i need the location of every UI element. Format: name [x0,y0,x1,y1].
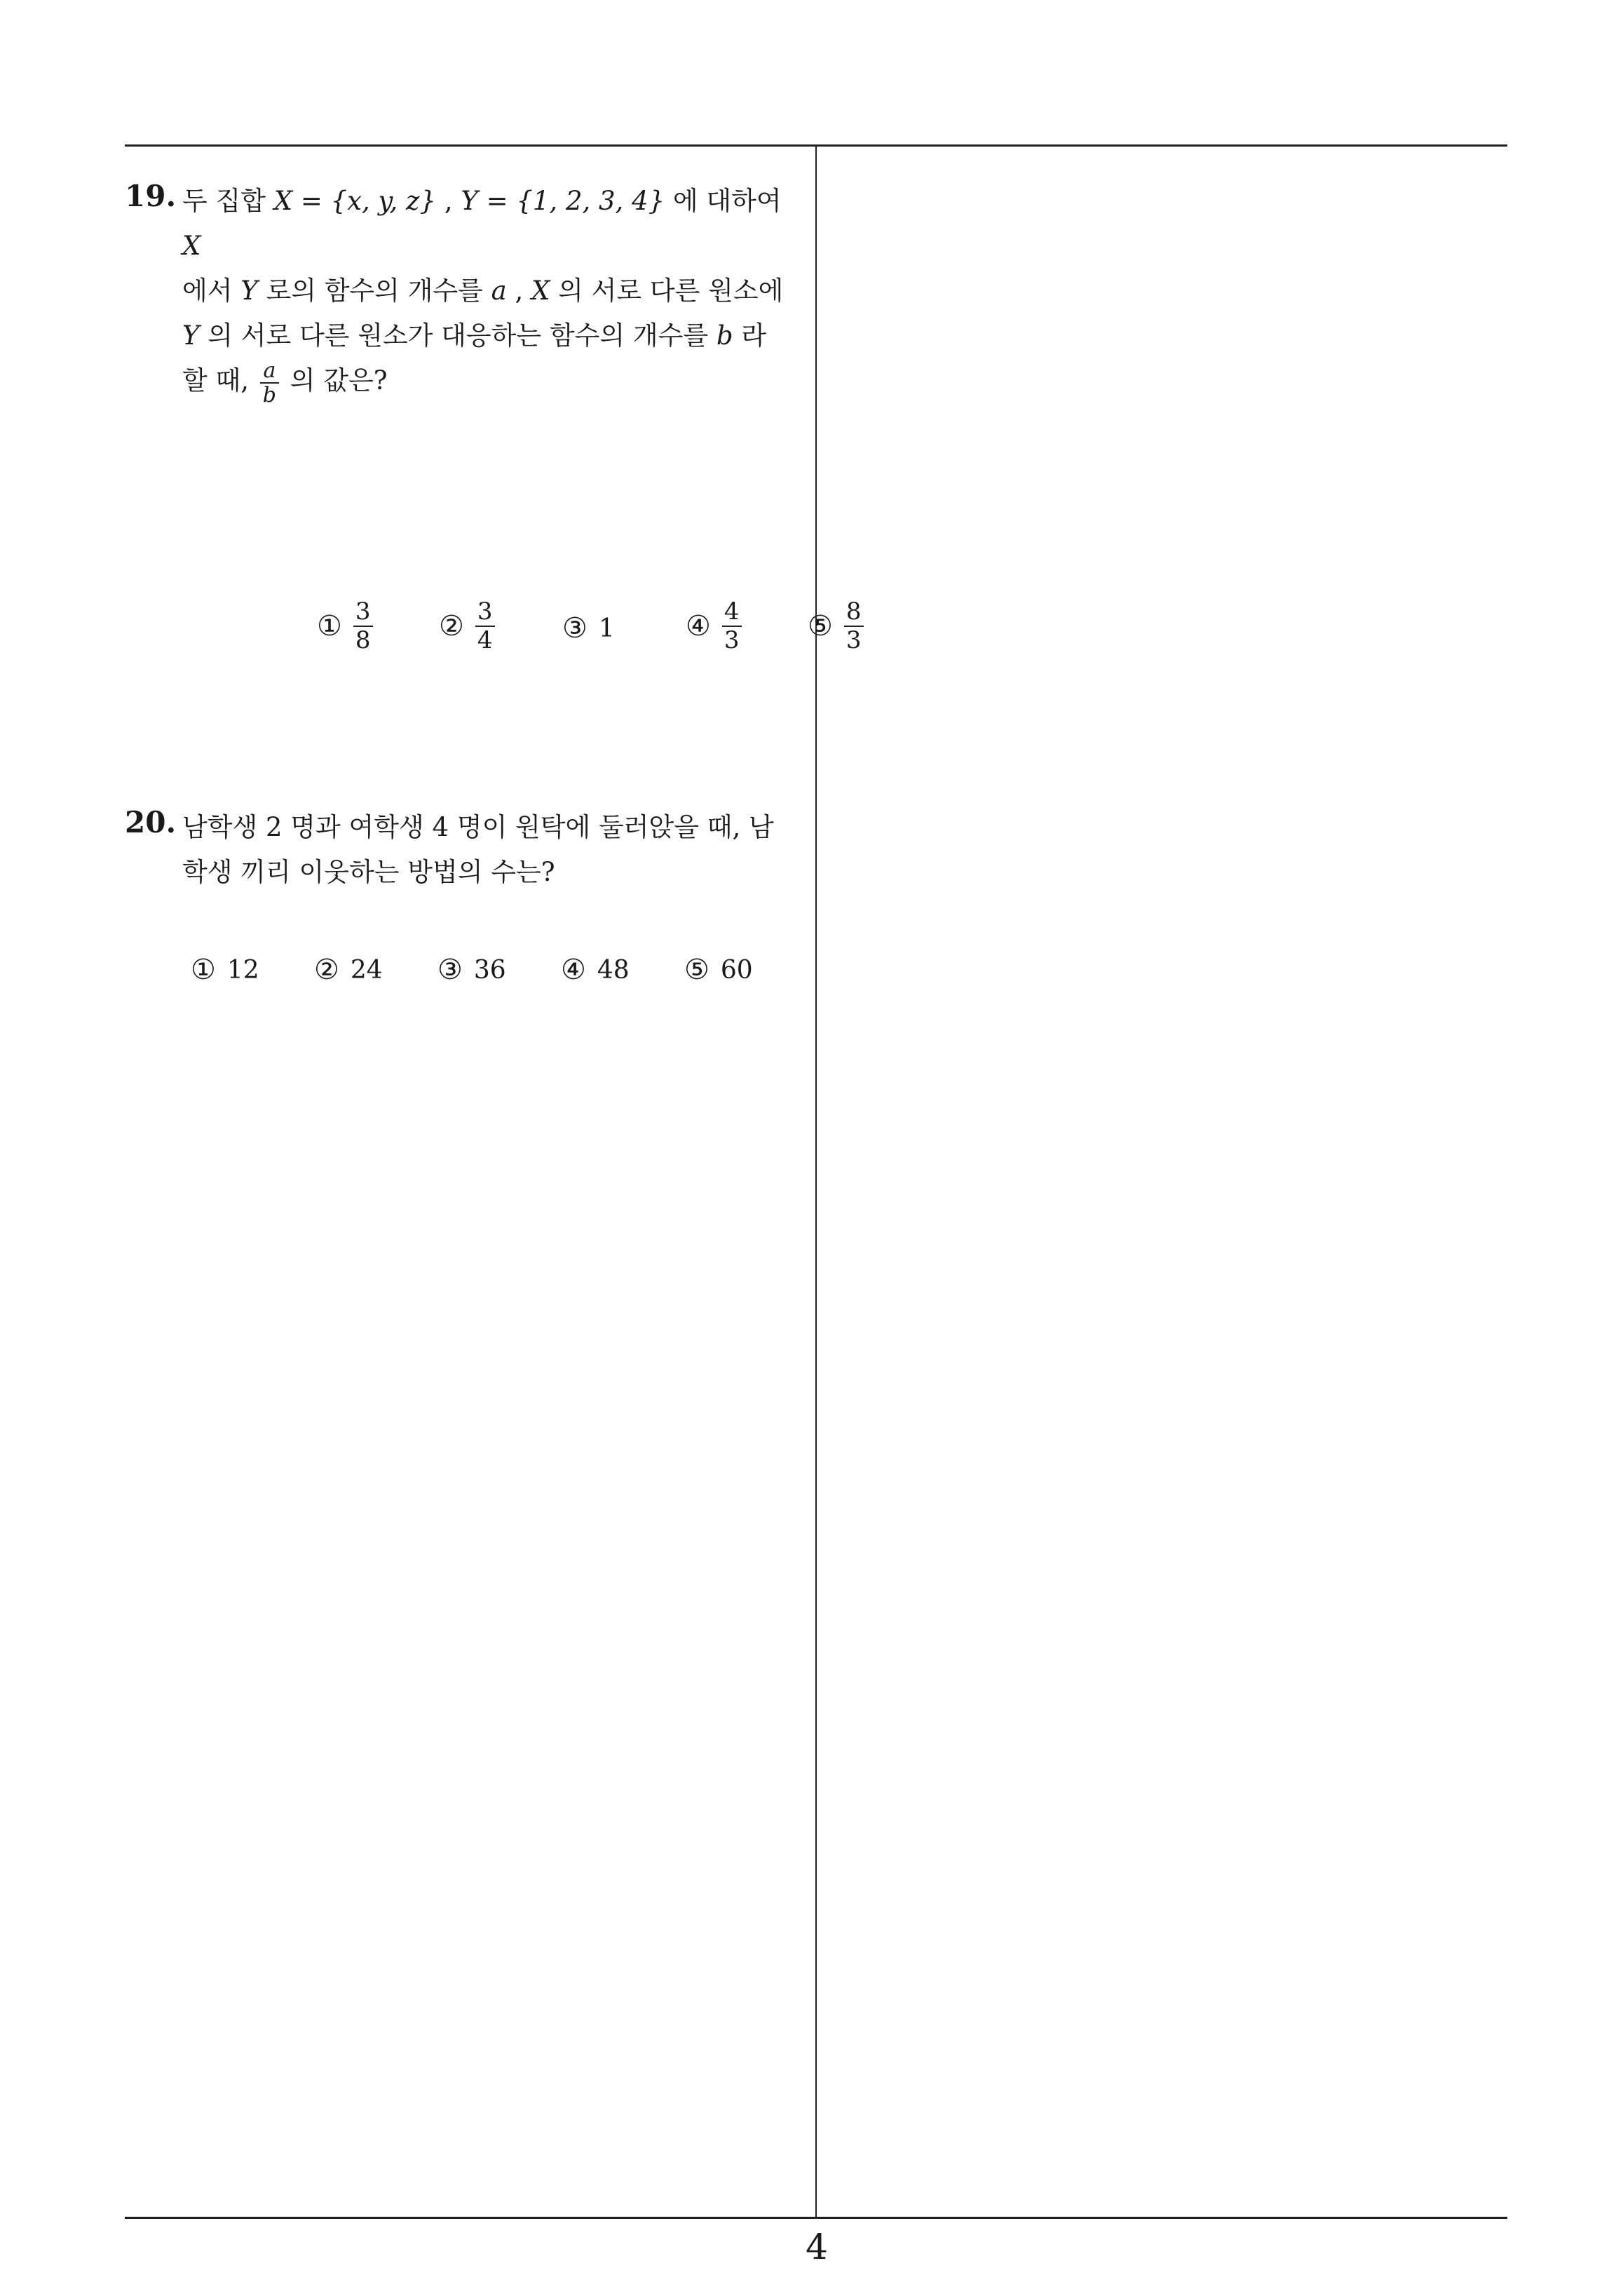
question-text [182,805,805,895]
choice-5[interactable] [808,598,864,654]
text-segment: 할 때, [182,365,257,396]
choice-value: 48 [597,955,630,985]
math-var: Y [182,320,200,351]
math-var: X [531,276,550,306]
question-line-3 [182,313,805,358]
choice-fraction [844,598,864,654]
fraction-denominator: 3 [722,626,742,654]
question-line-2 [182,269,805,313]
choice-value: 1 [598,614,615,643]
text-segment: 에서 [182,276,241,306]
question-text [182,179,805,407]
choice-value: 12 [226,955,259,985]
choice-3[interactable] [437,954,506,986]
math-var: Y [240,276,258,306]
choice-value: 24 [350,955,383,985]
question-20 [125,805,805,903]
choice-marker: ④ [686,610,711,643]
fraction-denominator: b [260,382,279,407]
text-segment: 의 값은? [282,365,388,396]
fraction-numerator: 3 [355,597,371,626]
fraction-numerator: 4 [724,597,740,626]
choice-marker: ⑤ [808,610,833,643]
choice-value: 36 [473,955,506,985]
math-set-x: X = {x, y, z} [273,186,437,216]
fraction-numerator: 3 [477,597,493,626]
choice-5[interactable] [684,954,753,986]
choice-marker: ② [439,610,464,643]
text-segment: 로의 함수의 개수를 [257,276,491,306]
page-number: 4 [806,2227,828,2267]
fraction-numerator: 8 [846,597,862,626]
choice-1[interactable] [317,598,373,654]
choice-marker: ④ [561,954,586,986]
text-segment: 의 서로 다른 원소가 대응하는 함수의 개수를 [199,320,717,351]
choice-marker: ③ [437,954,463,986]
choice-fraction [722,598,742,654]
choice-fraction [353,598,373,654]
choice-1[interactable] [191,954,259,986]
fraction-denominator: 3 [844,626,864,654]
text-segment: , [436,186,461,216]
bottom-rule [125,2217,1507,2219]
choice-marker: ② [314,954,339,986]
fraction-a-over-b [260,359,279,407]
choice-marker: ① [317,610,342,643]
question-line-4 [182,358,805,407]
choice-fraction [475,598,495,654]
question-line-1: 남학생 2 명과 여학생 4 명이 원탁에 둘러앉을 때, 남 [182,812,774,842]
choice-4[interactable] [686,598,742,654]
text-segment: 라 [733,320,767,351]
question-19 [125,179,862,655]
question-number: 20. [125,805,177,839]
question-line-2: 학생 끼리 이웃하는 방법의 수는? [182,857,555,887]
choice-marker: ③ [562,612,588,644]
text-segment: , [506,276,532,306]
fraction-numerator: a [263,358,276,383]
math-set-y: Y = {1, 2, 3, 4} [461,186,665,216]
choice-2[interactable] [439,598,495,654]
question-number: 19. [125,179,177,213]
text-segment: 두 집합 [182,186,274,216]
text-segment: 에 대하여 [665,186,782,216]
fraction-denominator: 4 [475,626,495,654]
choice-marker: ① [191,954,216,986]
choice-2[interactable] [314,954,383,986]
fraction-denominator: 8 [353,626,373,654]
choice-4[interactable] [561,954,630,986]
column-divider [815,144,817,2218]
math-var: b [716,320,733,351]
math-var: a [491,276,507,306]
choice-value: 60 [720,955,753,985]
choice-3[interactable] [562,612,615,644]
choice-marker: ⑤ [684,954,709,986]
question-line-1 [182,179,805,269]
math-var: X [182,231,201,261]
text-segment: 의 서로 다른 원소에 [550,276,784,306]
